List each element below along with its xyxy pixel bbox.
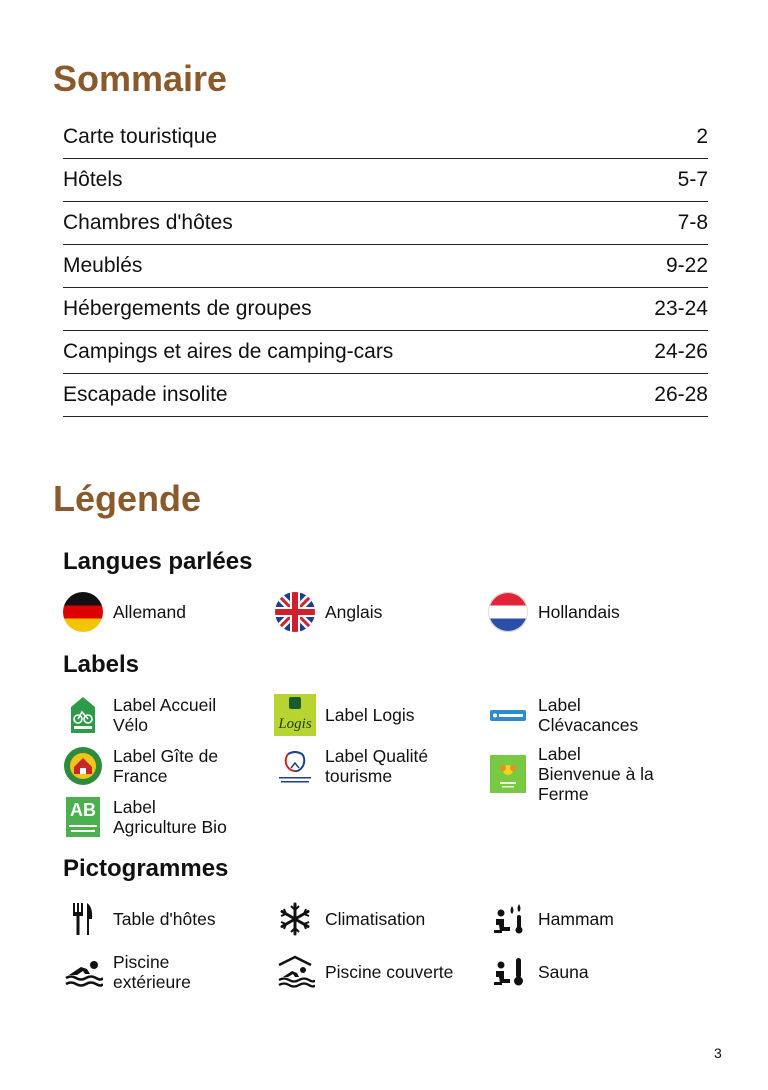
label-name: Label Bienvenue à la Ferme xyxy=(538,744,654,804)
toc-row[interactable] xyxy=(63,288,708,331)
label-item xyxy=(61,693,243,737)
label-item xyxy=(486,744,668,804)
language-item xyxy=(273,590,382,634)
pictogram-label: Piscine extérieure xyxy=(113,952,191,992)
agriculture-bio-icon xyxy=(61,795,105,839)
label-name: Label Accueil Vélo xyxy=(113,695,217,735)
toc-row[interactable] xyxy=(63,374,708,417)
toc-label: Meublés xyxy=(63,254,143,277)
label-name: Label Clévacances xyxy=(538,695,639,735)
pictogram-label: Table d'hôtes xyxy=(113,909,216,929)
sommaire-title: Sommaire xyxy=(53,58,228,99)
labels-heading: Labels xyxy=(63,651,140,678)
pictogram-item xyxy=(273,897,425,941)
page-number: 3 xyxy=(714,1045,722,1061)
toc-row[interactable] xyxy=(63,245,708,288)
language-label: Hollandais xyxy=(538,602,620,622)
langues-heading: Langues parlées xyxy=(63,548,253,575)
covered-pool-icon xyxy=(273,950,317,994)
toc-pages: 2 xyxy=(696,125,708,148)
logis-icon xyxy=(273,693,317,737)
pictogram-label: Sauna xyxy=(538,962,589,982)
fork-knife-icon xyxy=(61,897,105,941)
bienvenue-ferme-icon xyxy=(486,752,530,796)
logis-logo-text: Logis xyxy=(278,716,312,732)
pictogram-item xyxy=(61,897,216,941)
toc-row[interactable] xyxy=(63,202,708,245)
language-label: Anglais xyxy=(325,602,383,622)
uk-flag-icon xyxy=(273,590,317,634)
toc-row[interactable] xyxy=(63,159,708,202)
language-label: Allemand xyxy=(113,602,186,622)
toc-label: Chambres d'hôtes xyxy=(63,211,233,234)
label-item xyxy=(61,795,243,839)
pictogram-item xyxy=(486,897,614,941)
label-item xyxy=(273,744,455,788)
sauna-icon xyxy=(486,950,530,994)
pictogram-label: Climatisation xyxy=(325,909,426,929)
gite-de-france-icon xyxy=(61,744,105,788)
outdoor-pool-icon xyxy=(61,950,105,994)
toc-label: Carte touristique xyxy=(63,125,218,148)
toc-pages: 24-26 xyxy=(654,340,708,363)
hammam-icon xyxy=(486,897,530,941)
label-name: Label Qualité tourisme xyxy=(325,746,429,786)
toc-label: Escapade insolite xyxy=(63,383,228,406)
pictogram-item xyxy=(61,950,243,994)
toc-label: Hébergements de groupes xyxy=(63,297,312,320)
toc-pages: 9-22 xyxy=(665,254,708,277)
toc-label: Campings et aires de camping-cars xyxy=(63,340,394,363)
label-name: Label Logis xyxy=(325,705,415,725)
toc-row[interactable] xyxy=(63,116,708,159)
pictogrammes-heading: Pictogrammes xyxy=(63,855,229,882)
toc-row[interactable] xyxy=(63,331,708,374)
bio-logo-text: AB xyxy=(70,800,96,820)
language-item xyxy=(61,590,186,634)
toc-pages: 26-28 xyxy=(654,383,708,406)
toc-pages: 5-7 xyxy=(677,168,708,191)
label-item xyxy=(61,744,243,788)
legende-title: Légende xyxy=(53,478,202,519)
label-name: Label Gîte de France xyxy=(113,746,219,786)
pictogram-label: Hammam xyxy=(538,909,614,929)
snowflake-icon xyxy=(273,897,317,941)
toc-pages: 7-8 xyxy=(677,211,708,234)
pictogram-item xyxy=(273,950,453,994)
pictogram-item xyxy=(486,950,589,994)
table-of-contents xyxy=(63,116,708,417)
german-flag-icon xyxy=(61,590,105,634)
label-item xyxy=(486,693,668,737)
clevacances-icon xyxy=(486,693,530,737)
toc-pages: 23-24 xyxy=(654,297,708,320)
dutch-flag-icon xyxy=(486,590,530,634)
toc-label: Hôtels xyxy=(63,168,123,191)
label-name: Label Agriculture Bio xyxy=(113,797,227,837)
pictogram-label: Piscine couverte xyxy=(325,962,454,982)
qualite-tourisme-icon xyxy=(273,744,317,788)
label-item xyxy=(273,693,415,737)
language-item xyxy=(486,590,620,634)
accueil-velo-icon xyxy=(61,693,105,737)
